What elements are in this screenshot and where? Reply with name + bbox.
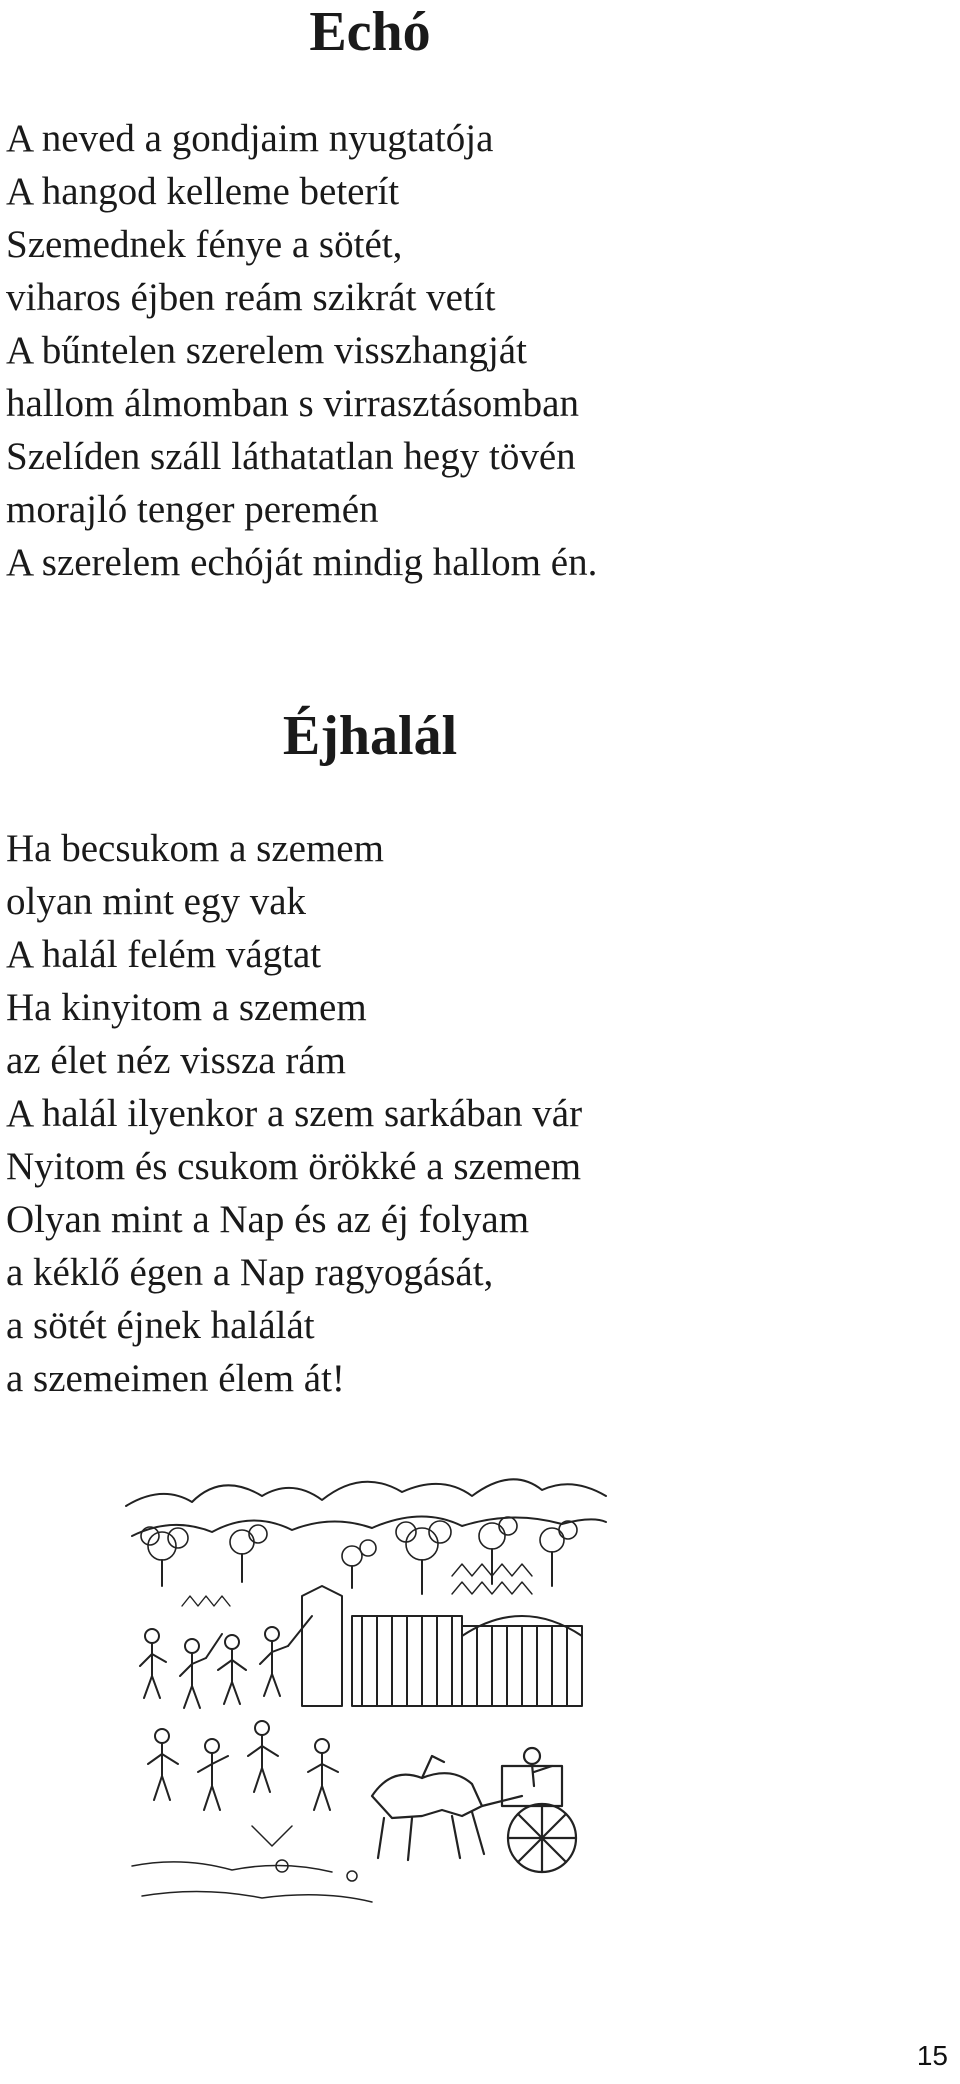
poem-title-echo: Echó [309,1,431,63]
poem-line: A halál felém vágtat [6,933,322,976]
poem-line: Ha becsukom a szemem [6,827,384,870]
poem-line: az élet néz vissza rám [6,1039,346,1082]
poem-line: A hangod kelleme beterít [6,170,400,213]
poem-line: morajló tenger peremén [6,488,379,531]
poem-line: Szelíden száll láthatatlan hegy tövén [6,435,576,478]
poem-line: a sötét éjnek halálát [6,1304,315,1347]
poem-title-ejhalal: Éjhalál [282,705,458,767]
poem-line: a kéklő égen a Nap ragyogását, [6,1251,494,1294]
poem-line: Szemednek fénye a sötét, [6,223,403,266]
poem-echo-body [6,112,597,589]
poem-line: A halál ilyenkor a szem sarkában vár [6,1092,583,1135]
poem-line: Olyan mint a Nap és az éj folyam [6,1198,530,1241]
poem-ejhalal-body [6,822,582,1405]
ancient-relief-drawing-icon [122,1466,610,1928]
poem-line: A bűntelen szerelem visszhangját [6,329,527,372]
poem-line: hallom álmomban s virrasztásomban [6,382,579,425]
poem-line: a szemeimen élem át! [6,1357,345,1400]
poem-line: viharos éjben reám szikrát vetít [6,276,496,319]
poem-line: A neved a gondjaim nyugtatója [6,117,494,160]
poem-line: Nyitom és csukom örökké a szemem [6,1145,582,1188]
page-number: 15 [916,2040,948,2071]
poem-line: A szerelem echóját mindig hallom én. [6,541,598,584]
poem-line: olyan mint egy vak [6,880,307,923]
poem-line: Ha kinyitom a szemem [6,986,367,1029]
